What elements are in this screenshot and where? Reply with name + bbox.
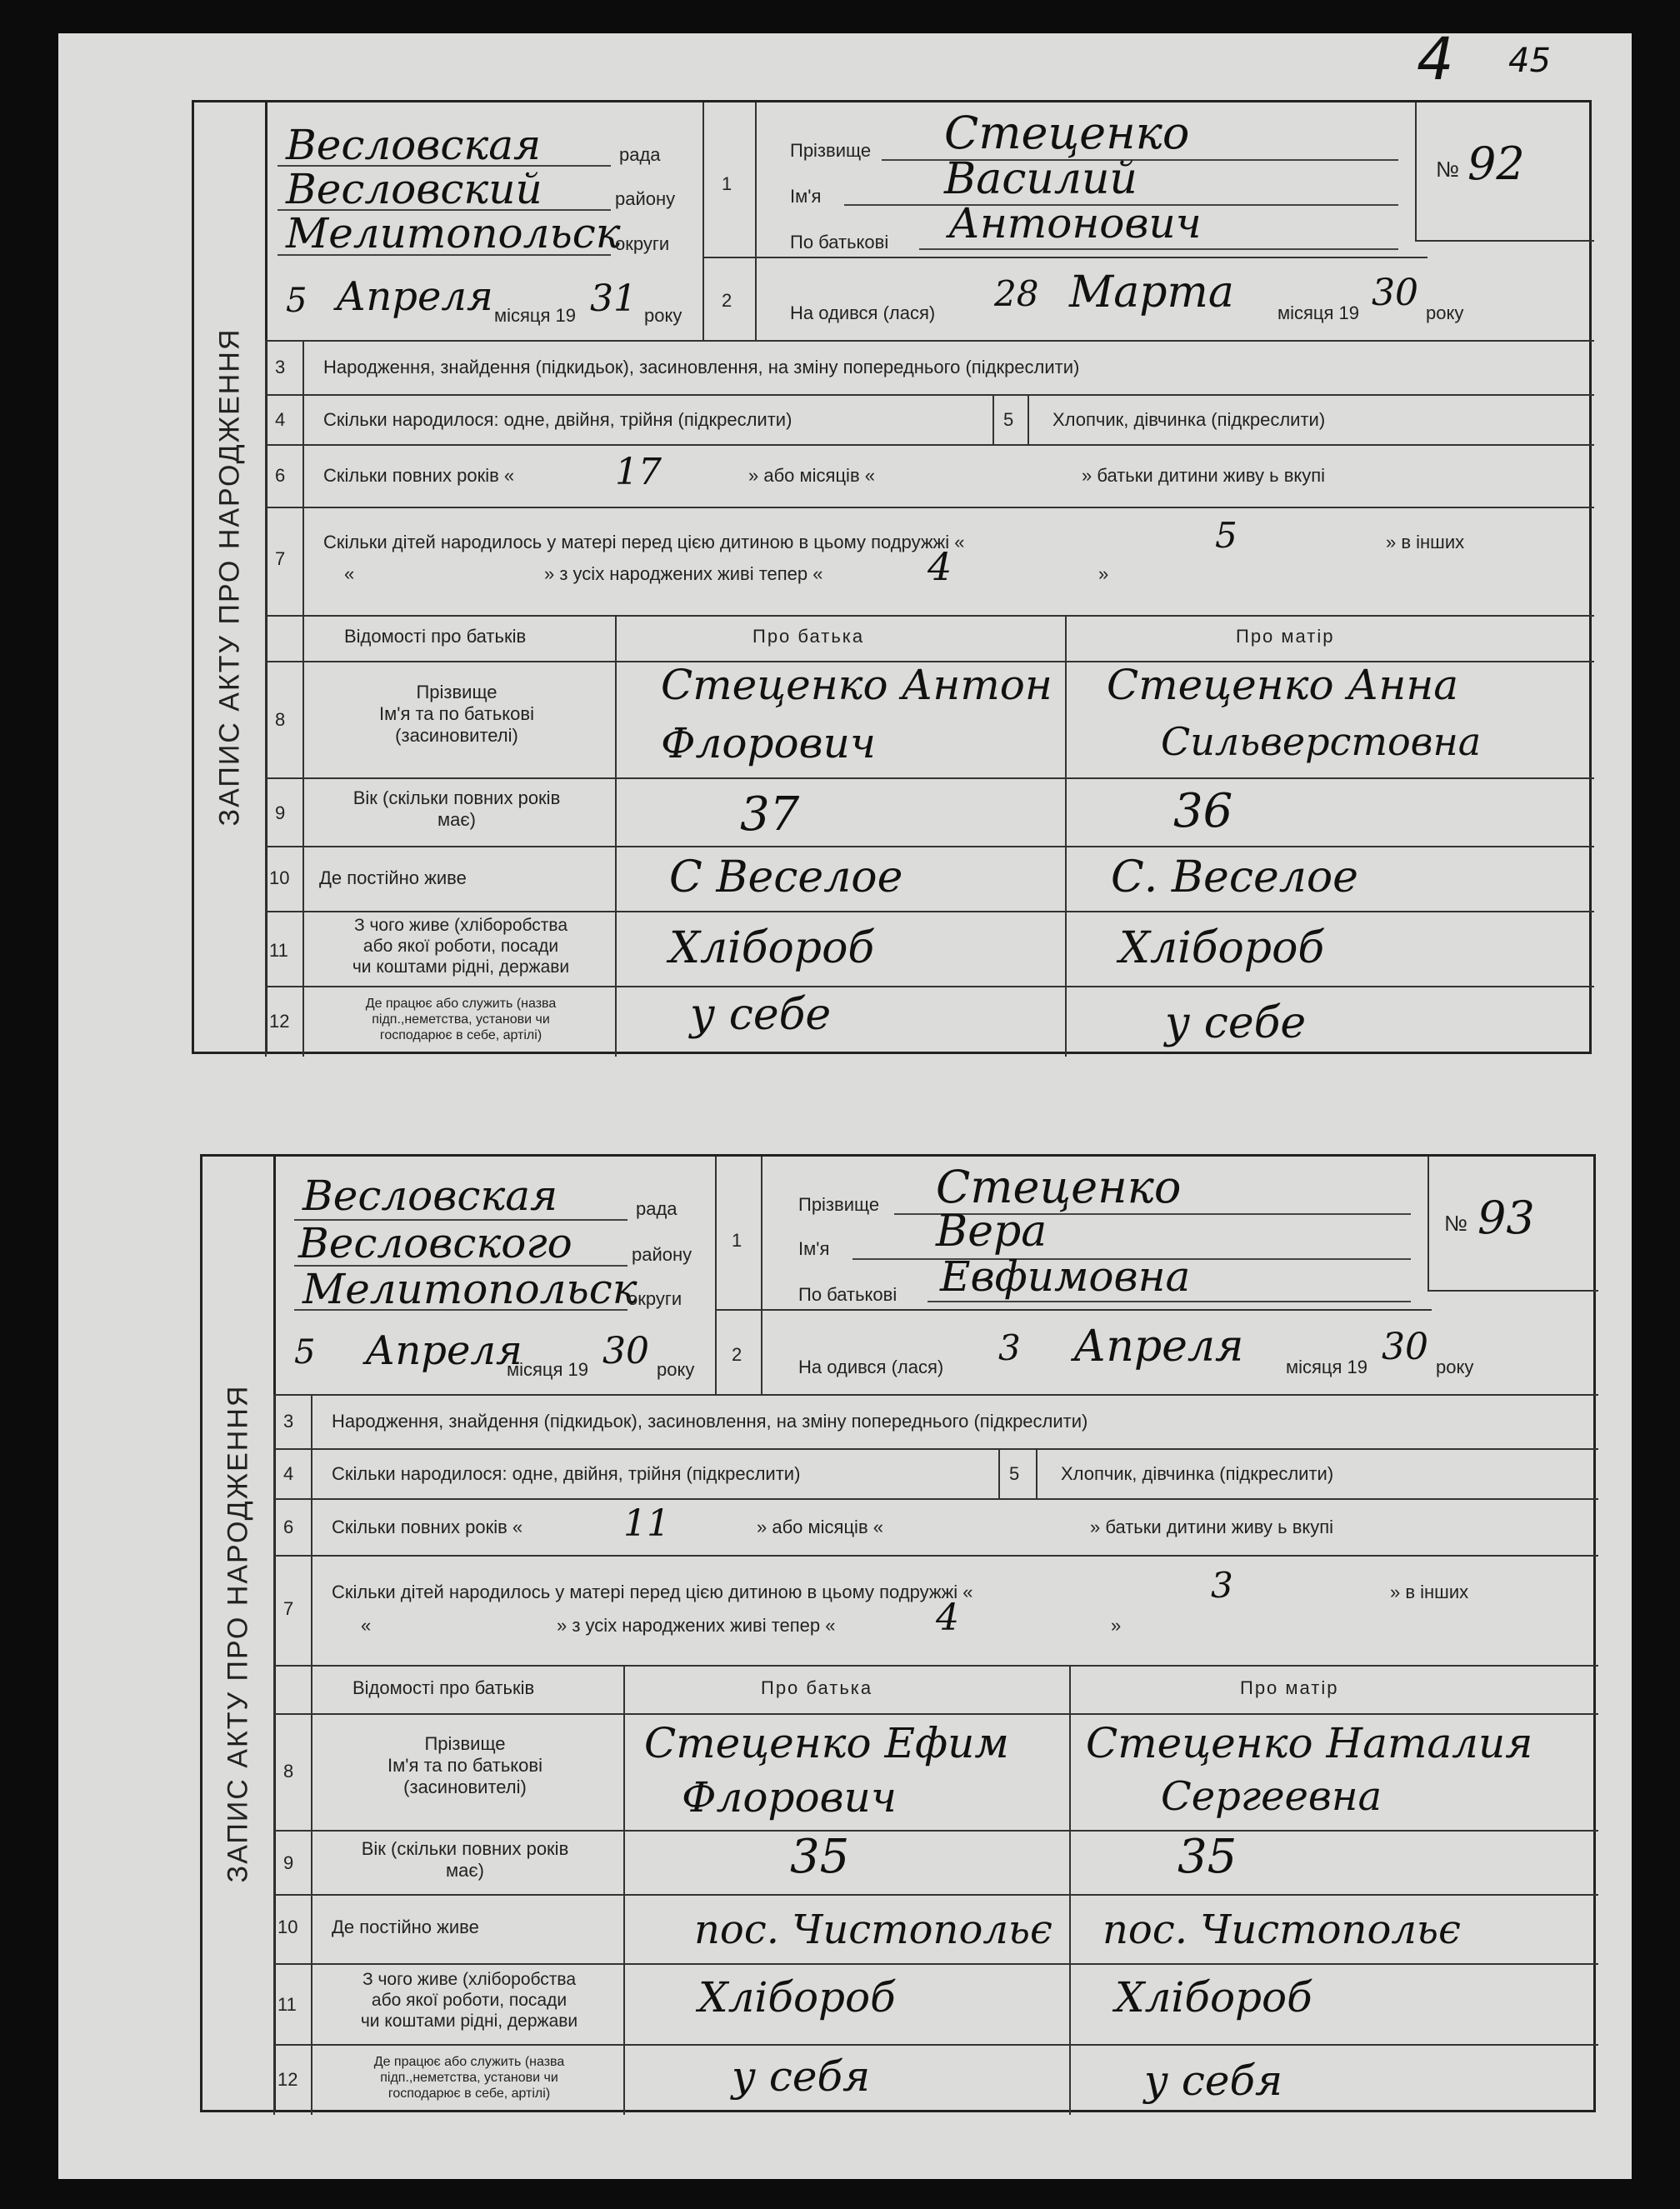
father-place: пос. Чистопольє [694,1907,1052,1953]
mother-head: Про матір [1236,626,1335,647]
row7-label-c: « [344,563,355,584]
reg-month: Апреля [336,273,493,320]
row6-label-b: » або місяців « [748,465,875,486]
row6-label-a: Скільки повних років « [332,1517,523,1537]
row6-label-c: » батьки дитини живу ь вкупі [1090,1517,1334,1537]
corner-mark-a: 4 [1417,25,1454,93]
name-label: Ім'я [798,1238,830,1259]
birth-month-label: місяця 19 [1286,1357,1368,1377]
side-title: ЗАПИС АКТУ ПРО НАРОДЖЕННЯ [194,102,268,1052]
birth-month: Марта [1069,267,1234,317]
reg-year: 30 [602,1330,649,1372]
row11-label: З чого живе (хліборобства або якої роботи, посади чи коштами рідні, держави [360,1970,578,2031]
father-name-2: Флорович [661,719,876,767]
birth-record-1: ЗАПИС АКТУ ПРО НАРОДЖЕННЯ Весловская рада Весловский району Мелитопольск округи 5 Апреля місяця 19 31 року 1 2 Прізвище Стеценко Ім'я Василий По батькові Антонович № 92 На одився (лася) 28 Марта місяця 19 30 року 3 Народження, знайдення (підкидьок), засиновлення, на зміну попереднього (підкреслити) 4 Скільки народилося: одне, двійня, трійня (підкреслити) 5 Хлопчик, дівчинка (підкреслити) 6 Скільки повних років « 17 » або місяців « » батьки дитини живу ь вкупі 7 Скільки дітей народилось у матері перед цією дитиною в цьому подружжі « 5 » в інших « » з усіх народжених живі тепер « 4 » Відомості про батьків Про батька Про матір 8 Прізвище Ім'я та по батькові (засиновителі) 9 Вік (скільки повних років має) 10 Де постійно живе 11 З чого живе (хліборобства або якої роботи, посади чи коштами рідні, держави 12 Де працює або служить (назва підп.,неметства, установи чи господарює в себе, артілі) Стеценко Антон Флорович Стеценко Анна Сильверстовна 37 36 С Веселое С. Веселое Хлібороб Хлібороб у себе у себе [192,100,1592,1054]
children-before: 3 [1211,1565,1233,1606]
number-label: № [1444,1211,1468,1236]
mother-name-1: Стеценко Наталия [1086,1719,1533,1767]
okrug-label: округи [615,233,670,254]
birth-year-label: року [1436,1357,1474,1377]
born-label: На одився (лася) [790,302,936,323]
row5-label: Хлопчик, дівчинка (підкреслити) [1061,1463,1334,1484]
reg-day: 5 [286,282,308,320]
row12-label: Де працює або служить (назва підп.,неметства, установи чи господарює в себе, артілі) [365,997,557,1042]
mother-place: С. Веселое [1111,852,1358,902]
row10-label: Де постійно живе [319,867,467,888]
born-label: На одився (лася) [798,1357,944,1377]
parents-head: Відомості про батьків [344,626,527,647]
birth-month-label: місяця 19 [1278,302,1360,323]
birth-day: 3 [998,1327,1021,1368]
father-name-2: Флорович [682,1773,897,1822]
row7-label-a: Скільки дітей народилось у матері перед цією дитиною в цьому подружжі « [323,532,965,552]
surname-label: Прізвище [790,140,872,161]
rada-label: рада [636,1198,678,1219]
row9-label: Вік (скільки повних років має) [352,787,561,830]
record-number: 93 [1478,1192,1535,1244]
row7-label-a: Скільки дітей народилось у матері перед цією дитиною в цьому подружжі « [332,1582,973,1602]
years-together: 17 [615,451,662,493]
rada-label: рада [619,144,661,165]
father-work: у себе [690,990,832,1040]
row7-label-b: » в інших [1386,532,1465,552]
rada-value: Весловская [302,1172,558,1220]
mother-name-2: Сергеевна [1161,1773,1382,1820]
mother-age: 35 [1178,1830,1238,1884]
mother-work: у себе [1165,998,1307,1048]
okrug-label: округи [628,1288,682,1309]
mother-name-2: Сильверстовна [1161,719,1482,764]
surname-value: Стеценко [936,1161,1182,1213]
father-age: 37 [740,787,800,842]
mother-place: пос. Чистопольє [1102,1907,1461,1953]
rayon-label: району [615,188,676,209]
row6-label-b: » або місяців « [757,1517,883,1537]
children-alive: 4 [936,1597,959,1639]
okrug-value: Мелитопольск [286,209,621,257]
row7-label-e: » [1111,1615,1122,1636]
row7-label-b: » в інших [1390,1582,1469,1602]
reg-year-label: року [644,305,682,326]
row8-label: Прізвище Ім'я та по батькові (засиновителі) [379,682,534,746]
row6-label-c: » батьки дитини живу ь вкупі [1082,465,1326,486]
surname-label: Прізвище [798,1194,880,1215]
row10-label: Де постійно живе [332,1917,479,1937]
reg-month-label: місяця 19 [494,305,577,326]
reg-month: Апреля [365,1327,522,1374]
surname-value: Стеценко [944,107,1190,159]
mother-head: Про матір [1240,1677,1339,1698]
rayon-value: Весловского [298,1219,572,1267]
patronymic-value: Антонович [948,199,1202,247]
row4-label: Скільки народилося: одне, двійня, трійня (підкреслити) [332,1463,801,1484]
birth-year: 30 [1382,1326,1428,1368]
birth-record-2: ЗАПИС АКТУ ПРО НАРОДЖЕННЯ Весловская рада Весловского району Мелитопольск округи 5 Апреля місяця 19 30 року 1 2 Прізвище Стеценко Ім'я Вера По батькові Евфимовна № 93 На одився (лася) 3 Апреля місяця 19 30 року 3 Народження, знайдення (підкидьок), засиновлення, на зміну попереднього (підкреслити) 4 Скільки народилося: одне, двійня, трійня (підкреслити) 5 Хлопчик, дівчинка (підкреслити) 6 Скільки повних років « 11 » або місяців « » батьки дитини живу ь вкупі 7 Скільки дітей народилось у матері перед цією дитиною в цьому подружжі « 3 » в інших « » з усіх народжених живі тепер « 4 » Відомості про батьків Про батька Про матір 8 Прізвище Ім'я та по батькові (засиновителі) 9 Вік (скільки повних років має) 10 Де постійно живе 11 З чого живе (хліборобства або якої роботи, посади чи коштами рідні, держави 12 Де працює або служить (назва підп.,неметства, установи чи господарює в себе, артілі) Стеценко Ефим Флорович Стеценко Наталия Сергеевна 35 35 пос. Чистопольє пос. Чистопольє Хлібороб Хлібороб у себя у себя [200,1154,1596,2112]
father-name-1: Стеценко Ефим [644,1719,1009,1767]
mother-work: у себя [1144,2057,1283,2105]
rayon-label: району [632,1244,692,1265]
reg-year-label: року [657,1359,695,1380]
father-place: С Веселое [669,852,903,902]
rada-value: Весловская [286,121,542,169]
name-value: Василий [944,154,1138,204]
number-label: № [1436,157,1459,182]
corner-mark-b: 45 [1508,42,1551,80]
father-name-1: Стеценко Антон [661,661,1052,709]
rayon-value: Весловский [286,165,542,213]
patronymic-value: Евфимовна [940,1252,1191,1301]
row3-label: Народження, знайдення (підкидьок), засиновлення, на зміну попереднього (підкреслити) [332,1411,1088,1432]
reg-year: 31 [590,277,637,320]
patronymic-label: По батькові [798,1284,898,1305]
birth-year: 30 [1372,272,1418,314]
mother-age: 36 [1173,784,1233,838]
row3-label: Народження, знайдення (підкидьок), засиновлення, на зміну попереднього (підкреслити) [323,357,1080,377]
row6-label-a: Скільки повних років « [323,465,515,486]
father-occupation: Хлібороб [698,1973,896,2022]
row12-label: Де працює або служить (назва підп.,неметства, установи чи господарює в себе, артілі) [373,2055,565,2101]
side-title: ЗАПИС АКТУ ПРО НАРОДЖЕННЯ [202,1157,276,2110]
name-label: Ім'я [790,186,822,207]
row7-label-d: » з усіх народжених живі тепер « [557,1615,836,1636]
row7-label-c: « [361,1615,372,1636]
birth-month: Апреля [1073,1322,1244,1372]
row7-label-e: » [1098,563,1109,584]
father-head: Про батька [761,1677,873,1698]
father-head: Про батька [752,626,865,647]
birth-day: 28 [994,273,1039,314]
row4-label: Скільки народилося: одне, двійня, трійня (підкреслити) [323,409,792,430]
row7-label-d: » з усіх народжених живі тепер « [544,563,823,584]
row5-label: Хлопчик, дівчинка (підкреслити) [1052,409,1326,430]
years-together: 11 [623,1502,670,1545]
children-alive: 4 [928,544,952,589]
okrug-value: Мелитопольск [302,1265,638,1313]
children-before: 5 [1215,515,1238,556]
parents-head: Відомості про батьків [352,1677,535,1698]
birth-year-label: року [1426,302,1464,323]
record-number: 92 [1468,137,1525,190]
patronymic-label: По батькові [790,232,889,252]
reg-month-label: місяця 19 [507,1359,589,1380]
father-age: 35 [790,1830,850,1884]
mother-occupation: Хлібороб [1115,1973,1312,2022]
name-value: Вера [936,1207,1048,1257]
mother-name-1: Стеценко Анна [1107,661,1459,709]
row11-label: З чого живе (хліборобства або якої роботи, посади чи коштами рідні, держави [352,916,570,977]
reg-day: 5 [294,1333,316,1372]
father-occupation: Хлібороб [669,923,875,973]
mother-occupation: Хлібороб [1119,923,1325,973]
father-work: у себя [732,2052,871,2101]
row9-label: Вік (скільки повних років має) [361,1838,569,1881]
row8-label: Прізвище Ім'я та по батькові (засиновителі) [388,1733,542,1797]
